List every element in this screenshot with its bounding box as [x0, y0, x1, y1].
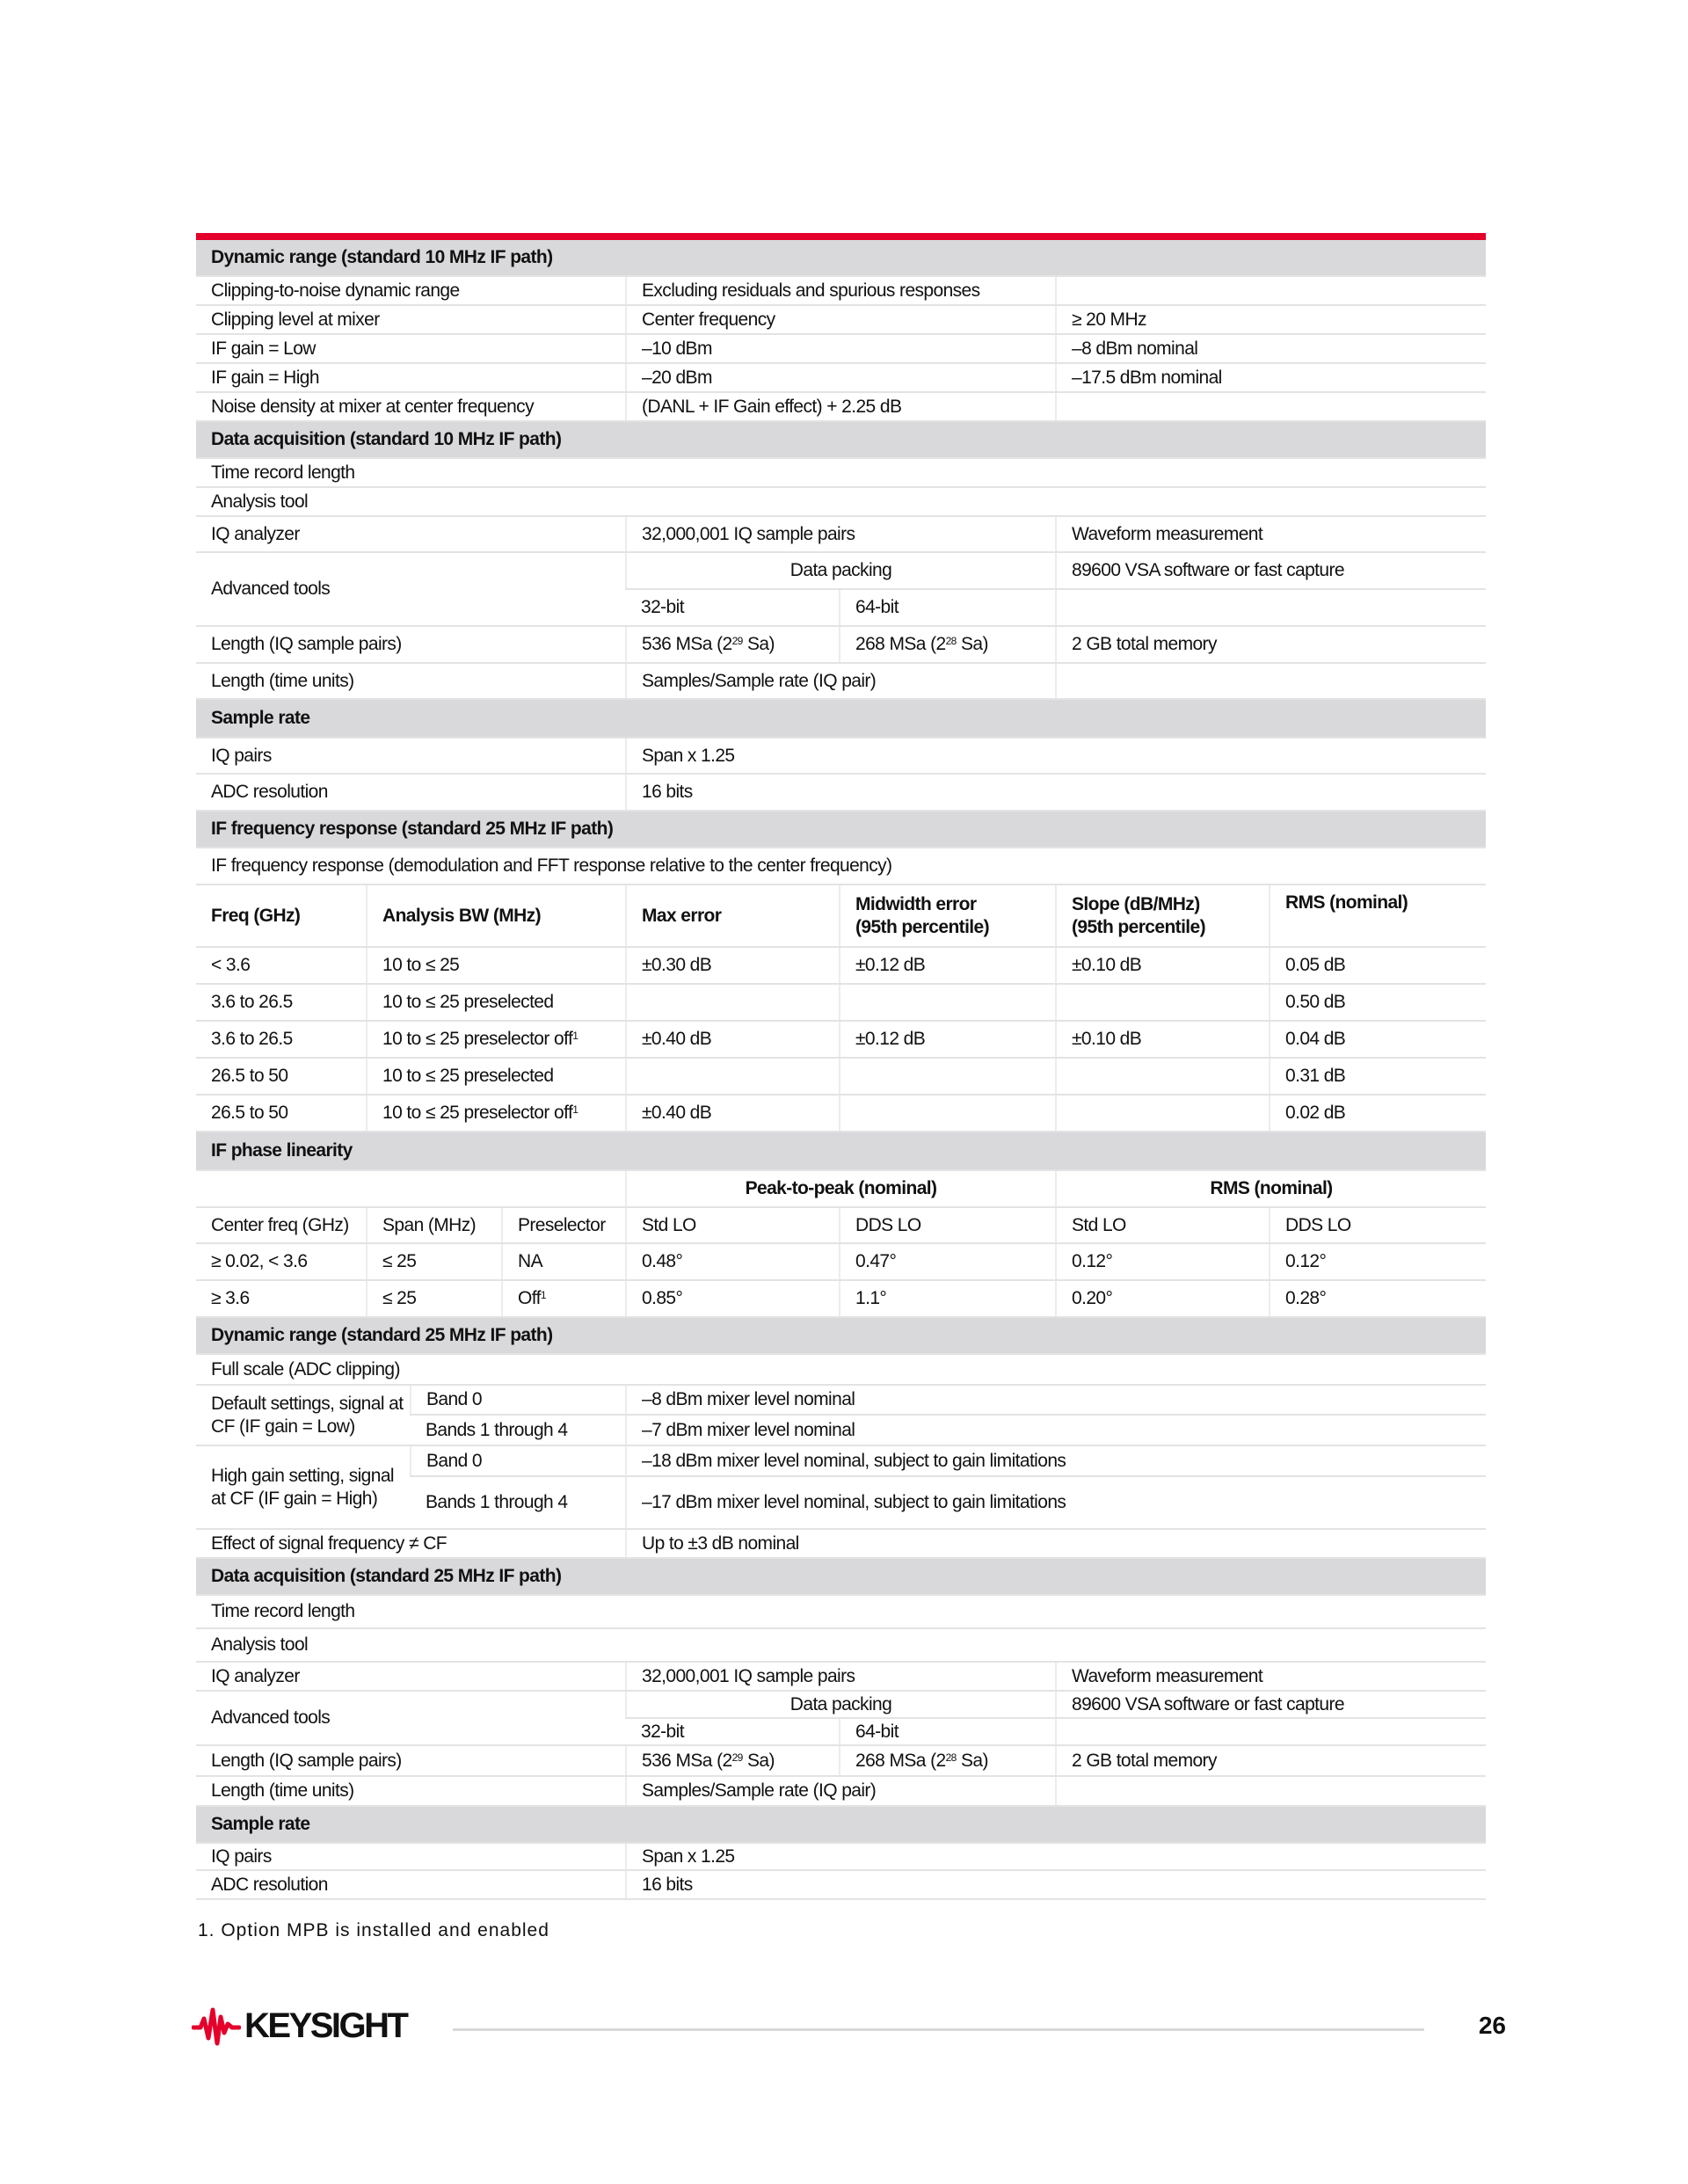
table-row [196, 1691, 1486, 1718]
cell [840, 984, 1056, 1021]
cell: 32-bit [626, 589, 840, 626]
cell: ±0.40 dB [626, 1095, 840, 1132]
cell: 3.6 to 26.5 [196, 984, 367, 1021]
text: Sa) [956, 1750, 988, 1771]
cell: 0.28° [1270, 1280, 1486, 1317]
cell [1056, 276, 1486, 305]
column-header: DDS LO [840, 1207, 1056, 1243]
section-title: Sample rate [196, 699, 1486, 738]
logo-text: KEYSIGHT [244, 2006, 407, 2045]
table-row [196, 1354, 1486, 1385]
cell: 89600 VSA software or fast capture [1056, 1691, 1486, 1718]
section-title: IF frequency response (standard 25 MHz IF path) [196, 811, 1486, 848]
cell: –10 dBm [626, 334, 1056, 363]
section-title: IF phase linearity [196, 1132, 1486, 1170]
table-row [196, 1529, 1486, 1558]
cell: 64-bit [840, 1718, 1056, 1745]
column-header [840, 885, 1056, 947]
cell: –8 dBm mixer level nominal [626, 1385, 1486, 1415]
column-header: Std LO [626, 1207, 840, 1243]
cell: Clipping level at mixer [196, 305, 626, 334]
table-row [196, 1628, 1486, 1662]
text: 10 to ≤ 25 preselector off [382, 1029, 573, 1049]
text: Sa) [956, 634, 988, 654]
cell [1056, 984, 1270, 1021]
table-row [196, 984, 1486, 1021]
table-row [196, 1662, 1486, 1691]
cell: Clipping-to-noise dynamic range [196, 276, 626, 305]
cell [367, 1021, 626, 1058]
cell [196, 1170, 626, 1207]
cell: 0.12° [1056, 1243, 1270, 1280]
cell: IQ pairs [196, 738, 626, 774]
cell: Band 0 [411, 1385, 626, 1415]
cell: NA [502, 1243, 626, 1280]
cell: Time record length [196, 1595, 1486, 1628]
cell: ±0.12 dB [840, 1021, 1056, 1058]
table-row [196, 1021, 1486, 1058]
cell: –18 dBm mixer level nominal, subject to gain limitations [626, 1445, 1486, 1476]
cell: IF gain = High [196, 363, 626, 392]
cell: ≤ 25 [367, 1280, 502, 1317]
cell [1056, 392, 1486, 421]
cell: 64-bit [840, 589, 1056, 626]
column-header: Preselector [502, 1207, 626, 1243]
cell: 16 bits [626, 774, 1486, 811]
cell: ±0.40 dB [626, 1021, 840, 1058]
cell: 26.5 to 50 [196, 1095, 367, 1132]
specifications-table [196, 233, 1486, 1900]
cell: –17 dBm mixer level nominal, subject to gain limitations [626, 1476, 1486, 1529]
cell: IQ analyzer [196, 1662, 626, 1691]
column-header: Freq (GHz) [196, 885, 367, 947]
column-header: RMS (nominal) [1270, 885, 1486, 947]
table-row [196, 305, 1486, 334]
cell: Full scale (ADC clipping) [196, 1354, 1486, 1385]
text: Midwidth error [855, 893, 977, 914]
page-number: 26 [1478, 2012, 1506, 2039]
cell: ±0.10 dB [1056, 947, 1270, 984]
text: (95th percentile) [1072, 916, 1206, 937]
cell: (DANL + IF Gain effect) + 2.25 dB [626, 392, 1056, 421]
cell: Bands 1 through 4 [411, 1476, 626, 1529]
cell: Length (IQ sample pairs) [196, 626, 626, 663]
footer-divider [453, 2028, 1424, 2031]
cell: ≤ 25 [367, 1243, 502, 1280]
cell: ≥ 3.6 [196, 1280, 367, 1317]
cell: ±0.10 dB [1056, 1021, 1270, 1058]
cell: Data packing [626, 1691, 1056, 1718]
table-row [196, 626, 1486, 663]
exponent: 28 [945, 1751, 957, 1764]
cell [840, 1745, 1056, 1776]
cell: Span x 1.25 [626, 1843, 1486, 1870]
text: 536 MSa (2 [642, 1750, 732, 1771]
text: 536 MSa (2 [642, 634, 732, 654]
cell: ≥ 20 MHz [1056, 305, 1486, 334]
cell: 2 GB total memory [1056, 1745, 1486, 1776]
column-group-header: Peak-to-peak (nominal) [626, 1170, 1056, 1207]
cell: Analysis tool [196, 487, 1486, 516]
cell: Samples/Sample rate (IQ pair) [626, 1776, 1056, 1806]
table-row [196, 458, 1486, 487]
table-row [196, 848, 1486, 885]
text: Sa) [742, 634, 775, 654]
cell: –8 dBm nominal [1056, 334, 1486, 363]
cell [1056, 1718, 1486, 1745]
cell: Advanced tools [196, 1691, 626, 1745]
column-header [1056, 885, 1270, 947]
cell [626, 1058, 840, 1095]
page-footer [192, 2005, 1506, 2052]
cell: 0.85° [626, 1280, 840, 1317]
cell: Band 0 [411, 1445, 626, 1476]
cell: –17.5 dBm nominal [1056, 363, 1486, 392]
cell: Up to ±3 dB nominal [626, 1529, 1486, 1558]
cell: ±0.12 dB [840, 947, 1056, 984]
section-title: Dynamic range (standard 25 MHz IF path) [196, 1317, 1486, 1354]
cell: Analysis tool [196, 1628, 1486, 1662]
column-group-header: RMS (nominal) [1056, 1170, 1486, 1207]
cell: Bands 1 through 4 [411, 1415, 626, 1445]
column-header: Span (MHz) [367, 1207, 502, 1243]
table-row [196, 1445, 1486, 1476]
table-row [196, 1595, 1486, 1628]
text: Slope (dB/MHz) [1072, 893, 1200, 914]
cell [1056, 663, 1486, 699]
cell: Length (time units) [196, 1776, 626, 1806]
cell: –20 dBm [626, 363, 1056, 392]
table-header-row [196, 1170, 1486, 1207]
cell [840, 1095, 1056, 1132]
cell [840, 1058, 1056, 1095]
table-row [196, 334, 1486, 363]
cell: 2 GB total memory [1056, 626, 1486, 663]
text: 10 to ≤ 25 preselector off [382, 1103, 573, 1123]
table-row [196, 663, 1486, 699]
cell: 10 to ≤ 25 preselected [367, 1058, 626, 1095]
column-header: Center freq (GHz) [196, 1207, 367, 1243]
cell: Effect of signal frequency ≠ CF [196, 1529, 626, 1558]
table-row [196, 1745, 1486, 1776]
cell: 3.6 to 26.5 [196, 1021, 367, 1058]
column-header: Max error [626, 885, 840, 947]
cell [840, 626, 1056, 663]
cell: ADC resolution [196, 774, 626, 811]
table-row [196, 738, 1486, 774]
footnote-mark: 1 [540, 1289, 546, 1301]
table-row [196, 487, 1486, 516]
cell: 1.1° [840, 1280, 1056, 1317]
cell: 89600 VSA software or fast capture [1056, 552, 1486, 589]
cell: Default settings, signal at CF (IF gain = Low) [196, 1385, 411, 1445]
keysight-wave-icon [192, 2005, 241, 2047]
cell: Data packing [626, 552, 1056, 589]
cell: 32-bit [626, 1718, 840, 1745]
cell: 10 to ≤ 25 preselected [367, 984, 626, 1021]
cell: Advanced tools [196, 552, 626, 626]
cell: 32,000,001 IQ sample pairs [626, 1662, 1056, 1691]
table-row [196, 1776, 1486, 1806]
cell [1056, 1058, 1270, 1095]
keysight-logo [192, 2005, 406, 2047]
section-title: Data acquisition (standard 10 MHz IF path) [196, 421, 1486, 458]
cell: 26.5 to 50 [196, 1058, 367, 1095]
cell: 0.04 dB [1270, 1021, 1486, 1058]
cell: Length (time units) [196, 663, 626, 699]
footnote-mark: 1 [572, 1103, 578, 1116]
cell: 0.05 dB [1270, 947, 1486, 984]
table-row [196, 774, 1486, 811]
cell: 16 bits [626, 1870, 1486, 1899]
cell: ≥ 0.02, < 3.6 [196, 1243, 367, 1280]
cell: Waveform measurement [1056, 1662, 1486, 1691]
cell: 0.12° [1270, 1243, 1486, 1280]
cell [1056, 589, 1486, 626]
cell: IQ analyzer [196, 516, 626, 552]
cell: IQ pairs [196, 1843, 626, 1870]
cell: –7 dBm mixer level nominal [626, 1415, 1486, 1445]
cell: 0.47° [840, 1243, 1056, 1280]
cell: Excluding residuals and spurious responses [626, 276, 1056, 305]
cell [626, 626, 840, 663]
table-row [196, 552, 1486, 589]
cell [1056, 1776, 1486, 1806]
table-row [196, 1385, 1486, 1415]
footnote: 1. Option MPB is installed and enabled [198, 1920, 549, 1940]
exponent: 29 [731, 1751, 743, 1764]
column-header: Std LO [1056, 1207, 1270, 1243]
cell: Length (IQ sample pairs) [196, 1745, 626, 1776]
exponent: 29 [731, 635, 743, 647]
cell: IF gain = Low [196, 334, 626, 363]
exponent: 28 [945, 635, 957, 647]
footnote-mark: 1 [572, 1030, 578, 1042]
cell: Noise density at mixer at center frequency [196, 392, 626, 421]
cell: Center frequency [626, 305, 1056, 334]
cell: 0.20° [1056, 1280, 1270, 1317]
cell [626, 984, 840, 1021]
cell [1056, 1095, 1270, 1132]
cell: Time record length [196, 458, 1486, 487]
table-row [196, 363, 1486, 392]
text: (95th percentile) [855, 916, 990, 937]
cell [502, 1280, 626, 1317]
table-header-row [196, 885, 1486, 947]
table-header-row [196, 1207, 1486, 1243]
cell: 32,000,001 IQ sample pairs [626, 516, 1056, 552]
cell: 0.48° [626, 1243, 840, 1280]
section-title: Dynamic range (standard 10 MHz IF path) [196, 240, 1486, 276]
text: 268 MSa (2 [855, 1750, 946, 1771]
column-header: Analysis BW (MHz) [367, 885, 626, 947]
cell: 0.50 dB [1270, 984, 1486, 1021]
table-row [196, 276, 1486, 305]
red-accent-bar [196, 233, 1486, 240]
table-row [196, 1095, 1486, 1132]
cell: IF frequency response (demodulation and FFT response relative to the center frequency) [196, 848, 1486, 885]
table-row [196, 947, 1486, 984]
table-row [196, 1243, 1486, 1280]
section-title: Data acquisition (standard 25 MHz IF path) [196, 1558, 1486, 1595]
cell: ±0.30 dB [626, 947, 840, 984]
table-row [196, 1870, 1486, 1899]
cell: 10 to ≤ 25 [367, 947, 626, 984]
cell [626, 1745, 840, 1776]
text: Sa) [742, 1750, 775, 1771]
column-header: DDS LO [1270, 1207, 1486, 1243]
section-title: Sample rate [196, 1806, 1486, 1843]
cell: 0.31 dB [1270, 1058, 1486, 1095]
table-row [196, 1843, 1486, 1870]
cell: Waveform measurement [1056, 516, 1486, 552]
cell: Samples/Sample rate (IQ pair) [626, 663, 1056, 699]
cell: High gain setting, signal at CF (IF gain = High) [196, 1445, 411, 1529]
table-row [196, 516, 1486, 552]
cell: 0.02 dB [1270, 1095, 1486, 1132]
cell: ADC resolution [196, 1870, 626, 1899]
cell: Span x 1.25 [626, 738, 1486, 774]
text: Off [518, 1288, 541, 1308]
cell: < 3.6 [196, 947, 367, 984]
cell [367, 1095, 626, 1132]
text: 268 MSa (2 [855, 634, 946, 654]
table-row [196, 1280, 1486, 1317]
table-row [196, 1058, 1486, 1095]
table-row [196, 392, 1486, 421]
